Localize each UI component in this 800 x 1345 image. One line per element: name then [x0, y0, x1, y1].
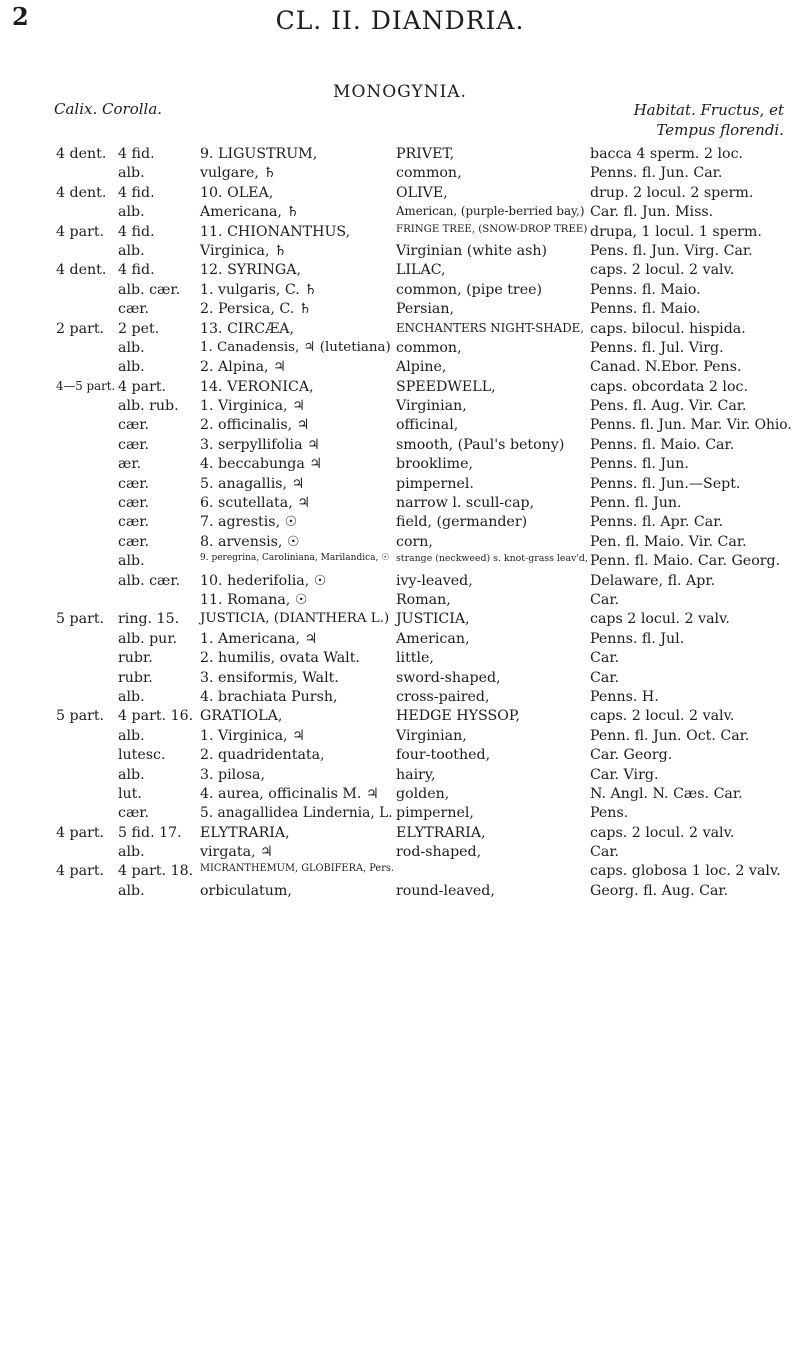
table-row	[0, 825, 800, 844]
corolla-cell: alb.	[118, 882, 145, 899]
corolla-cell: alb.	[118, 766, 145, 783]
table-row	[0, 379, 800, 398]
common-name-cell: little,	[396, 650, 434, 667]
habitat-cell: Car. Georg.	[590, 747, 673, 764]
latin-name-cell: 12. SYRINGA,	[200, 262, 301, 279]
latin-name-cell: vulgare, ♄	[200, 165, 277, 182]
common-name-cell: Virginian (white ash)	[396, 242, 548, 259]
corolla-cell: alb.	[118, 165, 145, 182]
corolla-cell: alb.	[118, 204, 145, 221]
corolla-cell: alb.	[118, 688, 145, 705]
corolla-cell: lut.	[118, 785, 142, 802]
table-row	[0, 534, 800, 553]
table-row	[0, 456, 800, 475]
latin-name-cell: 14. VERONICA,	[200, 378, 314, 395]
corolla-cell: ring. 15.	[118, 611, 180, 628]
habitat-cell: Car.	[590, 650, 620, 667]
common-name-cell: golden,	[396, 785, 450, 802]
calix-cell: 5 part.	[56, 708, 105, 725]
table-row	[0, 573, 800, 592]
table-row	[0, 650, 800, 669]
latin-name-cell: 6. scutellata, ♃	[200, 495, 310, 512]
habitat-cell: Canad. N.Ebor. Pens.	[590, 359, 742, 376]
table-row	[0, 398, 800, 417]
common-name-cell: pimpernel.	[396, 475, 474, 492]
common-name-cell: ivy-leaved,	[396, 572, 473, 589]
corolla-cell: cær.	[118, 475, 150, 492]
table-row	[0, 359, 800, 378]
table-row	[0, 262, 800, 281]
habitat-cell: Car.	[590, 591, 620, 608]
calix-cell: 4 part.	[56, 863, 105, 880]
latin-name-cell: 5. anagallidea Lindernia, L.	[200, 805, 393, 822]
habitat-cell: Car. Virg.	[590, 766, 659, 783]
common-name-cell: pimpernel,	[396, 805, 474, 822]
table-row	[0, 863, 800, 882]
common-name-cell: JUSTICIA,	[396, 611, 470, 628]
corolla-cell: lutesc.	[118, 747, 166, 764]
latin-name-cell: 2. Alpina, ♃	[200, 359, 286, 376]
species-table	[0, 146, 800, 902]
common-name-cell: strange (neckweed) s. knot-grass leav'd,	[396, 553, 588, 565]
habitat-cell: caps. bilocul. hispida.	[590, 320, 746, 337]
habitat-cell: Penns. H.	[590, 688, 659, 705]
latin-name-cell: 1. Canadensis, ♃ (lutetiana)	[200, 339, 391, 355]
latin-name-cell: 8. arvensis, ☉	[200, 533, 300, 550]
common-name-cell: Virginian,	[396, 727, 467, 744]
table-row	[0, 301, 800, 320]
table-row	[0, 728, 800, 747]
table-row	[0, 611, 800, 630]
habitat-cell: Penns. fl. Jun.	[590, 456, 689, 473]
habitat-cell: Penn. fl. Maio. Car. Georg.	[590, 553, 781, 570]
table-row	[0, 689, 800, 708]
common-name-cell: sword-shaped,	[396, 669, 501, 686]
column-heading-right-line-1: Habitat. Fructus, et	[633, 101, 784, 119]
common-name-cell: Virginian,	[396, 398, 467, 415]
table-row	[0, 670, 800, 689]
latin-name-cell: 3. ensiformis, Walt.	[200, 669, 339, 686]
habitat-cell: caps 2 locul. 2 valv.	[590, 611, 730, 628]
habitat-cell: Penns. fl. Jun. Mar. Vir. Ohio.	[590, 417, 792, 434]
corolla-cell: alb.	[118, 359, 145, 376]
running-head: CL. II. DIANDRIA.	[275, 6, 525, 35]
habitat-cell: bacca 4 sperm. 2 loc.	[590, 146, 744, 162]
corolla-cell: 4 fid.	[118, 146, 155, 162]
habitat-cell: Penns. fl. Maio.	[590, 281, 701, 298]
table-row	[0, 340, 800, 359]
page-number: 2	[12, 2, 29, 31]
table-row	[0, 437, 800, 456]
latin-name-cell: 2. humilis, ovata Walt.	[200, 650, 360, 667]
table-row	[0, 495, 800, 514]
common-name-cell: narrow l. scull-cap,	[396, 495, 535, 512]
latin-name-cell: 5. anagallis, ♃	[200, 475, 305, 492]
calix-cell: 4 dent.	[56, 146, 107, 162]
common-name-cell: PRIVET,	[396, 146, 455, 162]
latin-name-cell: 11. Romana, ☉	[200, 591, 308, 608]
calix-cell: 4 part.	[56, 223, 105, 240]
latin-name-cell: 1. Americana, ♃	[200, 630, 318, 647]
corolla-cell: cær.	[118, 417, 150, 434]
common-name-cell: corn,	[396, 533, 433, 550]
corolla-cell: cær.	[118, 533, 150, 550]
latin-name-cell: 10. OLEA,	[200, 184, 274, 201]
common-name-cell: rod-shaped,	[396, 844, 482, 861]
table-row	[0, 321, 800, 340]
corolla-cell: rubr.	[118, 669, 153, 686]
table-row	[0, 146, 800, 165]
latin-name-cell: MICRANTHEMUM, GLOBIFERA, Pers.	[200, 863, 395, 875]
common-name-cell: ELYTRARIA,	[396, 824, 486, 841]
corolla-cell: 2 pet.	[118, 320, 160, 337]
habitat-cell: Pens. fl. Jun. Virg. Car.	[590, 242, 753, 259]
corolla-cell: alb.	[118, 844, 145, 861]
common-name-cell: cross-paired,	[396, 688, 490, 705]
habitat-cell: Car.	[590, 844, 620, 861]
habitat-cell: Car. fl. Jun. Miss.	[590, 204, 714, 221]
table-row	[0, 514, 800, 533]
latin-name-cell: Virginica, ♄	[200, 242, 287, 259]
column-heading-left: Calix. Corolla.	[54, 100, 163, 118]
corolla-cell: alb. cær.	[118, 281, 181, 298]
column-heading-right-line-2: Tempus florendi.	[656, 121, 784, 139]
latin-name-cell: 7. agrestis, ☉	[200, 514, 298, 531]
corolla-cell: ær.	[118, 456, 142, 473]
corolla-cell: 4 part.	[118, 378, 167, 395]
corolla-cell: rubr.	[118, 650, 153, 667]
corolla-cell: alb. cær.	[118, 572, 181, 589]
corolla-cell: cær.	[118, 301, 150, 318]
common-name-cell: hairy,	[396, 766, 436, 783]
common-name-cell: common,	[396, 339, 462, 356]
habitat-cell: Penn. fl. Jun. Oct. Car.	[590, 727, 750, 744]
habitat-cell: caps. obcordata 2 loc.	[590, 378, 748, 395]
calix-cell: 4 part.	[56, 824, 105, 841]
latin-name-cell: 3. serpyllifolia ♃	[200, 436, 320, 453]
table-row	[0, 747, 800, 766]
latin-name-cell: GRATIOLA,	[200, 708, 283, 725]
corolla-cell: alb. pur.	[118, 630, 178, 647]
habitat-cell: caps. globosa 1 loc. 2 valv.	[590, 863, 781, 880]
calix-cell: 4—5 part.	[56, 378, 116, 393]
habitat-cell: Penns. fl. Apr. Car.	[590, 514, 723, 531]
habitat-cell: Penns. fl. Jul.	[590, 630, 685, 647]
corolla-cell: 4 part. 16.	[118, 708, 194, 725]
common-name-cell: officinal,	[396, 417, 459, 434]
latin-name-cell: 1. Virginica, ♃	[200, 727, 305, 744]
corolla-cell: cær.	[118, 514, 150, 531]
latin-name-cell: ELYTRARIA,	[200, 824, 290, 841]
habitat-cell: Delaware, fl. Apr.	[590, 572, 716, 589]
common-name-cell: round-leaved,	[396, 882, 495, 899]
latin-name-cell: virgata, ♃	[200, 844, 273, 861]
latin-name-cell: 13. CIRCÆA,	[200, 320, 295, 337]
common-name-cell: Alpine,	[396, 359, 447, 376]
latin-name-cell: 4. beccabunga ♃	[200, 456, 323, 473]
habitat-cell: drupa, 1 locul. 1 sperm.	[590, 223, 762, 240]
corolla-cell: cær.	[118, 495, 150, 512]
latin-name-cell: 4. aurea, officinalis M. ♃	[200, 785, 379, 802]
table-row	[0, 592, 800, 611]
corolla-cell: 4 fid.	[118, 223, 155, 240]
table-row	[0, 553, 800, 572]
latin-name-cell: 1. Virginica, ♃	[200, 398, 305, 415]
common-name-cell: Persian,	[396, 301, 455, 318]
habitat-cell: N. Angl. N. Cæs. Car.	[590, 785, 743, 802]
common-name-cell: four-toothed,	[396, 747, 491, 764]
corolla-cell: 4 part. 18.	[118, 863, 194, 880]
habitat-cell: caps. 2 locul. 2 valv.	[590, 708, 735, 725]
latin-name-cell: 10. hederifolia, ☉	[200, 572, 327, 589]
corolla-cell: alb.	[118, 339, 145, 356]
common-name-cell: common,	[396, 165, 462, 182]
latin-name-cell: 2. Persica, C. ♄	[200, 301, 312, 318]
calix-cell: 2 part.	[56, 320, 105, 337]
table-row	[0, 844, 800, 863]
table-row	[0, 282, 800, 301]
habitat-cell: caps. 2 locul. 2 valv.	[590, 262, 735, 279]
habitat-cell: Penns. fl. Jul. Virg.	[590, 339, 724, 356]
common-name-cell: LILAC,	[396, 262, 446, 279]
latin-name-cell: 9. LIGUSTRUM,	[200, 146, 318, 162]
common-name-cell: FRINGE TREE, (SNOW-DROP TREE)	[396, 223, 588, 235]
common-name-cell: common, (pipe tree)	[396, 281, 543, 298]
common-name-cell: American,	[396, 630, 470, 647]
latin-name-cell: orbiculatum,	[200, 882, 292, 899]
corolla-cell: alb. rub.	[118, 398, 179, 415]
table-row	[0, 767, 800, 786]
habitat-cell: Pens. fl. Aug. Vir. Car.	[590, 398, 747, 415]
latin-name-cell: 4. brachiata Pursh,	[200, 688, 338, 705]
common-name-cell: SPEEDWELL,	[396, 378, 496, 395]
common-name-cell: field, (germander)	[396, 514, 528, 531]
table-row	[0, 417, 800, 436]
corolla-cell: cær.	[118, 436, 150, 453]
table-row	[0, 185, 800, 204]
corolla-cell: alb.	[118, 727, 145, 744]
table-row	[0, 165, 800, 184]
habitat-cell: Pen. fl. Maio. Vir. Car.	[590, 533, 747, 550]
table-row	[0, 243, 800, 262]
table-row	[0, 204, 800, 223]
corolla-cell: alb.	[118, 553, 145, 570]
latin-name-cell: JUSTICIA, (DIANTHERA L.)	[200, 611, 390, 627]
habitat-cell: Penns. fl. Jun.—Sept.	[590, 475, 741, 492]
common-name-cell: smooth, (Paul's betony)	[396, 436, 565, 453]
calix-cell: 4 dent.	[56, 184, 107, 201]
habitat-cell: caps. 2 locul. 2 valv.	[590, 824, 735, 841]
common-name-cell: Roman,	[396, 591, 451, 608]
table-row	[0, 631, 800, 650]
latin-name-cell: 11. CHIONANTHUS,	[200, 223, 351, 240]
latin-name-cell: Americana, ♄	[200, 204, 300, 221]
latin-name-cell: 2. officinalis, ♃	[200, 417, 310, 434]
table-row	[0, 805, 800, 824]
corolla-cell: 4 fid.	[118, 262, 155, 279]
latin-name-cell: 1. vulgaris, C. ♄	[200, 281, 317, 298]
corolla-cell: alb.	[118, 242, 145, 259]
calix-cell: 4 dent.	[56, 262, 107, 279]
common-name-cell: OLIVE,	[396, 184, 448, 201]
common-name-cell: American, (purple-berried bay,)	[396, 204, 585, 219]
habitat-cell: Penn. fl. Jun.	[590, 495, 682, 512]
table-row	[0, 708, 800, 727]
table-row	[0, 476, 800, 495]
latin-name-cell: 3. pilosa,	[200, 766, 265, 783]
common-name-cell: HEDGE HYSSOP,	[396, 708, 521, 725]
column-heading-right	[634, 100, 784, 140]
table-row	[0, 224, 800, 243]
habitat-cell: drup. 2 locul. 2 sperm.	[590, 184, 754, 201]
latin-name-cell: 9. peregrina, Caroliniana, Marilandica, ☉	[200, 553, 390, 564]
corolla-cell: 4 fid.	[118, 184, 155, 201]
habitat-cell: Car.	[590, 669, 620, 686]
corolla-cell: 5 fid. 17.	[118, 824, 182, 841]
common-name-cell: ENCHANTERS NIGHT-SHADE,	[396, 320, 585, 335]
habitat-cell: Penns. fl. Jun. Car.	[590, 165, 723, 182]
table-row	[0, 786, 800, 805]
common-name-cell: brooklime,	[396, 456, 473, 473]
section-subtitle: MONOGYNIA.	[333, 82, 467, 102]
latin-name-cell: 2. quadridentata,	[200, 747, 325, 764]
habitat-cell: Penns. fl. Maio. Car.	[590, 436, 735, 453]
calix-cell: 5 part.	[56, 611, 105, 628]
habitat-cell: Pens.	[590, 805, 629, 822]
habitat-cell: Georg. fl. Aug. Car.	[590, 882, 729, 899]
habitat-cell: Penns. fl. Maio.	[590, 301, 701, 318]
corolla-cell: cær.	[118, 805, 150, 822]
table-row	[0, 883, 800, 902]
